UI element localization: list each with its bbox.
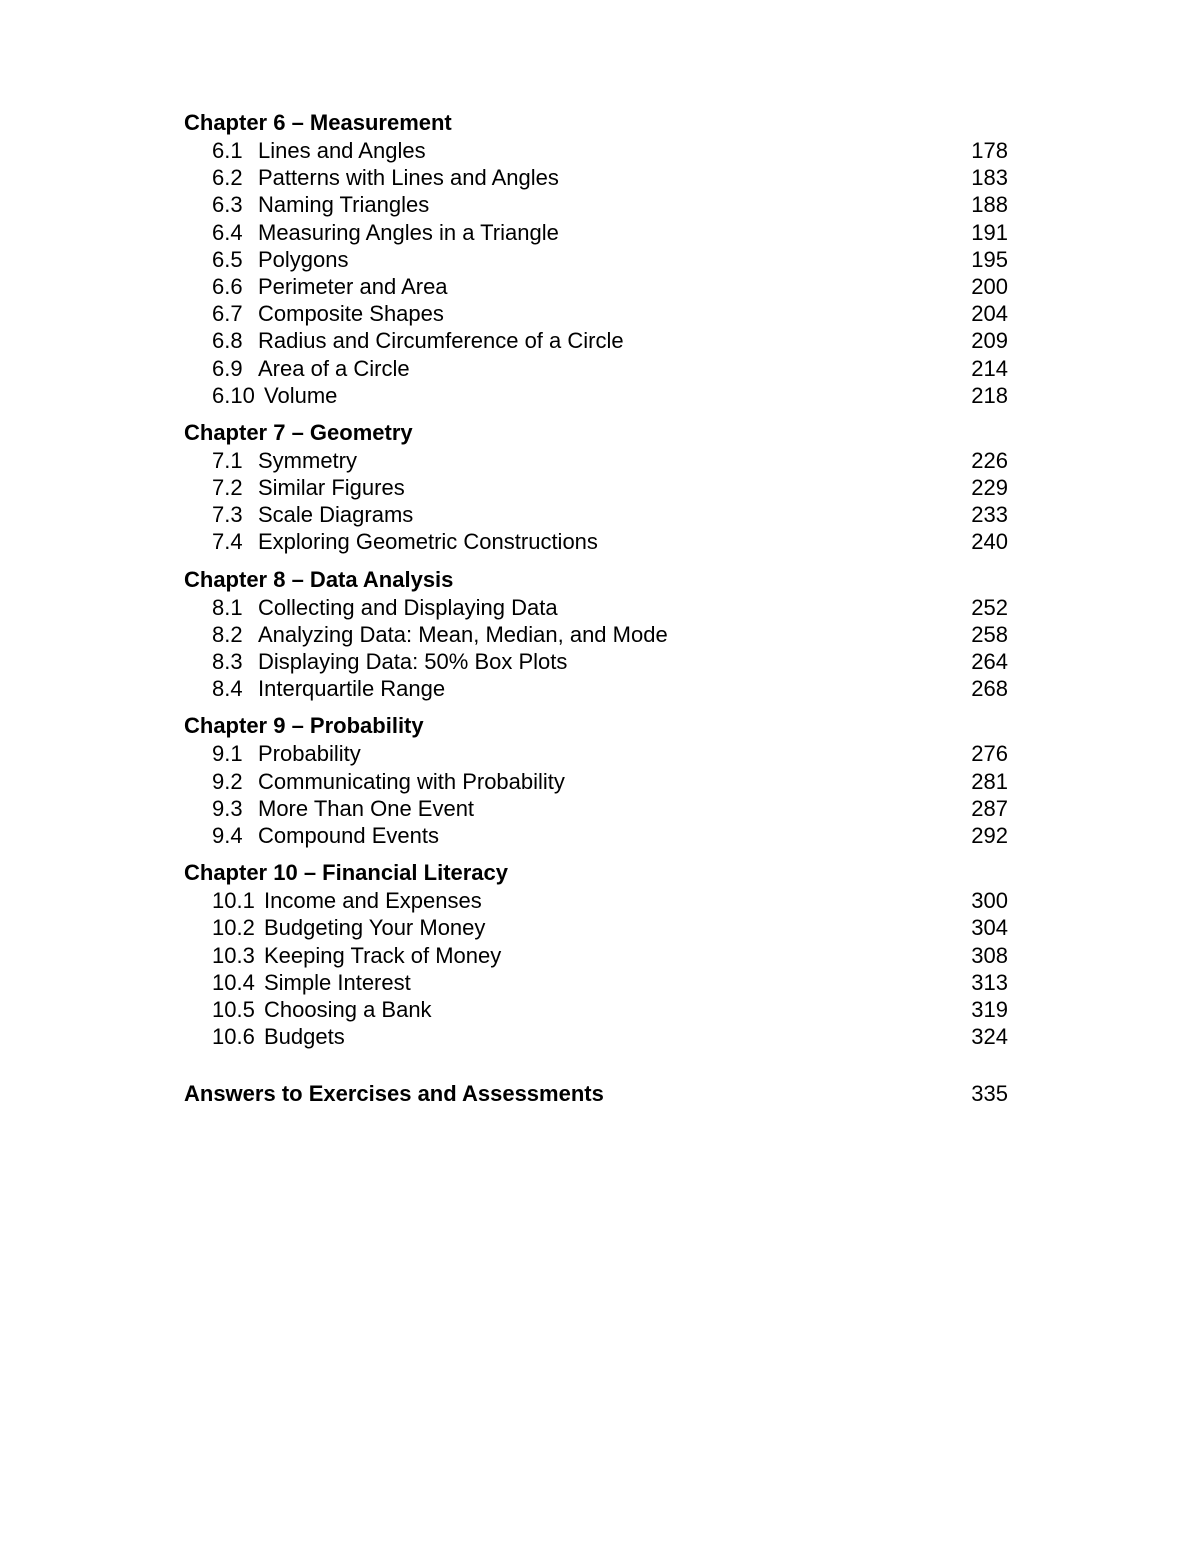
section-number: 8.4: [212, 676, 243, 702]
toc-entry: [184, 447, 1010, 474]
toc-entry: [184, 969, 1010, 996]
section-number: 6.9: [212, 355, 243, 381]
section-number: 6.8: [212, 328, 243, 354]
toc-entry: [184, 675, 1010, 702]
answers-entry: [184, 1080, 1010, 1108]
section-label: Composite Shapes: [258, 301, 444, 327]
section-label: Displaying Data: 50% Box Plots: [258, 649, 568, 674]
page-number: 324: [971, 1024, 1008, 1050]
section-label: Analyzing Data: Mean, Median, and Mode: [258, 621, 668, 647]
chapter-9: [184, 712, 1010, 849]
section-number: 7.4: [212, 529, 243, 555]
section-number: 10.3: [212, 942, 255, 968]
page-number: 281: [971, 768, 1008, 794]
section-label: Similar Figures: [258, 475, 405, 501]
toc-entry: [184, 164, 1010, 191]
section-number: 6.1: [212, 138, 243, 163]
section-number: 10.5: [212, 996, 255, 1022]
page-number: 308: [971, 942, 1008, 968]
page-number: 178: [971, 138, 1008, 163]
chapter-title: Chapter 8 – Data Analysis: [184, 566, 454, 592]
page-number: 292: [971, 822, 1008, 848]
toc-entry: [184, 501, 1010, 528]
section-number: 6.4: [212, 219, 243, 245]
page-number: 183: [971, 165, 1008, 191]
toc-entry: [184, 246, 1010, 273]
section-label: Exploring Geometric Constructions: [258, 529, 598, 555]
page-number: 209: [971, 328, 1008, 354]
section-label: Budgeting Your Money: [264, 915, 486, 941]
page-number: 240: [971, 529, 1008, 555]
toc-entry: [184, 996, 1010, 1023]
section-label: More Than One Event: [258, 795, 475, 821]
page-number: 304: [971, 915, 1008, 941]
section-number: 8.3: [212, 649, 243, 674]
section-label: Measuring Angles in a Triangle: [258, 219, 559, 245]
section-number: 6.2: [212, 165, 243, 191]
page-number: 204: [971, 301, 1008, 327]
section-number: 6.5: [212, 246, 243, 272]
toc-entry: [184, 887, 1010, 914]
section-number: 6.10: [212, 382, 255, 408]
section-label: Keeping Track of Money: [264, 942, 502, 968]
section-number: 7.3: [212, 502, 243, 528]
chapter-title: Chapter 6 – Measurement: [184, 110, 452, 135]
section-number: 9.4: [212, 822, 243, 848]
toc-entry: [184, 768, 1010, 795]
section-label: Simple Interest: [264, 969, 411, 995]
page-number: 287: [971, 795, 1008, 821]
page-number: 195: [971, 246, 1008, 272]
section-label: Income and Expenses: [264, 888, 482, 914]
page-number: 319: [971, 996, 1008, 1022]
chapter-6: [184, 109, 1010, 409]
toc-entry: [184, 740, 1010, 767]
section-label: Probability: [258, 741, 361, 767]
section-label: Radius and Circumference of a Circle: [258, 328, 624, 354]
page-number: 191: [971, 219, 1008, 245]
section-label: Perimeter and Area: [258, 273, 448, 299]
section-label: Compound Events: [258, 822, 439, 848]
table-of-contents: [184, 109, 1010, 1108]
page-number: 300: [971, 888, 1008, 914]
page-number: 226: [971, 447, 1008, 473]
chapter-7: [184, 419, 1010, 556]
toc-entry: [184, 528, 1010, 555]
page-number: 200: [971, 273, 1008, 299]
page-number: 218: [971, 382, 1008, 408]
section-number: 7.2: [212, 475, 243, 501]
section-label: Volume: [264, 382, 338, 408]
section-label: Area of a Circle: [258, 355, 410, 381]
page-number: 233: [971, 502, 1008, 528]
page-number: 258: [971, 621, 1008, 647]
toc-entry: [184, 474, 1010, 501]
chapter-title: Chapter 7 – Geometry: [184, 419, 413, 445]
page-number: 276: [971, 741, 1008, 767]
section-number: 6.3: [212, 192, 243, 218]
page-number: 214: [971, 355, 1008, 381]
section-label: Collecting and Displaying Data: [258, 594, 558, 620]
page-number: 268: [971, 676, 1008, 702]
page-number: 264: [971, 649, 1008, 674]
page-number: 229: [971, 475, 1008, 501]
section-number: 10.6: [212, 1024, 255, 1050]
section-number: 10.4: [212, 969, 255, 995]
section-label: Budgets: [264, 1024, 345, 1050]
section-label: Communicating with Probability: [258, 768, 565, 794]
toc-entry: [184, 191, 1010, 218]
toc-entry: [184, 137, 1010, 164]
toc-entry: [184, 219, 1010, 246]
section-number: 9.3: [212, 795, 243, 821]
page-number: 313: [971, 969, 1008, 995]
section-number: 7.1: [212, 447, 243, 473]
section-number: 6.6: [212, 273, 243, 299]
toc-entry: [184, 648, 1010, 675]
toc-entry: [184, 822, 1010, 849]
section-number: 10.1: [212, 888, 255, 914]
toc-entry: [184, 942, 1010, 969]
answers-label: Answers to Exercises and Assessments: [184, 1081, 604, 1107]
section-number: 6.7: [212, 301, 243, 327]
toc-entry: [184, 300, 1010, 327]
section-label: Interquartile Range: [258, 676, 446, 702]
chapter-title: Chapter 10 – Financial Literacy: [184, 860, 509, 886]
chapter-8: [184, 566, 1010, 703]
section-number: 8.1: [212, 594, 243, 620]
page-number: 335: [971, 1081, 1008, 1107]
toc-entry: [184, 621, 1010, 648]
section-number: 9.1: [212, 741, 243, 767]
section-number: 8.2: [212, 621, 243, 647]
toc-entry: [184, 355, 1010, 382]
section-number: 10.2: [212, 915, 255, 941]
toc-entry: [184, 594, 1010, 621]
toc-entry: [184, 273, 1010, 300]
section-label: Choosing a Bank: [264, 996, 432, 1022]
toc-entry: [184, 795, 1010, 822]
chapter-title: Chapter 9 – Probability: [184, 713, 424, 739]
section-label: Symmetry: [258, 447, 357, 473]
toc-entry: [184, 1023, 1010, 1050]
section-label: Lines and Angles: [258, 138, 426, 163]
section-label: Polygons: [258, 246, 349, 272]
page-number: 188: [971, 192, 1008, 218]
section-label: Patterns with Lines and Angles: [258, 165, 559, 191]
toc-entry: [184, 327, 1010, 354]
page-number: 252: [971, 594, 1008, 620]
chapter-10: [184, 859, 1010, 1050]
toc-entry: [184, 382, 1010, 409]
section-label: Scale Diagrams: [258, 502, 414, 528]
section-label: Naming Triangles: [258, 192, 430, 218]
section-number: 9.2: [212, 768, 243, 794]
toc-entry: [184, 914, 1010, 941]
